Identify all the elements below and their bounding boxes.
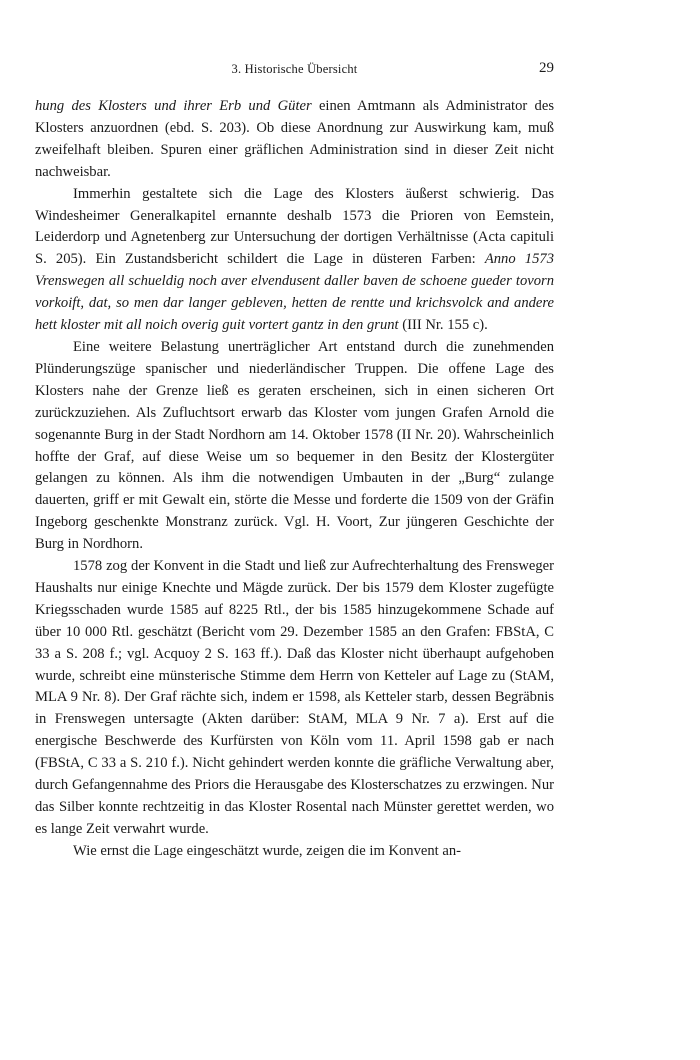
paragraph	[35, 337, 554, 556]
paragraph	[35, 96, 554, 184]
body-text	[35, 96, 554, 863]
running-header	[35, 60, 554, 86]
page-number: 29	[539, 60, 554, 76]
paragraph	[35, 184, 554, 337]
text-run: Wie ernst die Lage eingeschätzt wurde, zeigen die im Konvent an-	[73, 842, 462, 859]
italic-quote: hung des Klosters und ihrer Erb und Güter	[35, 98, 312, 114]
text-run: Eine weitere Belastung unerträglicher Art entstand durch die zunehmenden Plünderungszüge spanischer und niederländischer Truppen. Die offene Lage des Klosters nahe der Grenze ließ es geraten erscheinen, sich in einen sicheren Ort zurückzuziehen. Als Zufluchtsort erwarb das Kloster vom jungen Grafen Arnold die sogenannte Burg in der Stadt Nordhorn am 14. Oktober 1578 (II Nr. 20). Wahrscheinlich hoffte der Graf, auf diese Weise um so bequemer in den Besitz der Klostergüter gelangen zu können. Als ihm die notwendigen Umbauten in der „Burg“ zulange dauerten, griff er mit Gewalt ein, störte die Messe und forderte die 1509 von der Gräfin Ingeborg geschenkte Monstranz zurück. Vgl. H. Voort, Zur jüngeren Geschichte der Burg in Nordhorn.	[35, 338, 554, 553]
paragraph	[35, 841, 554, 863]
italic-quote: Anno 1573 Vrenswegen all schueldig noch aver elvendusent daller baven de schoene gueder tovorn vorkoift, dat, so men dar langer gebleven, hetten de rentte und krichsvolck and andere hett kloster mit all noich overig guit vortert gantz in den grunt	[35, 251, 554, 334]
book-page	[35, 60, 554, 863]
text-run: 1578 zog der Konvent in die Stadt und ließ zur Aufrechterhaltung des Frensweger Haushalts nur einige Knechte und Mägde zurück. Der bis 1579 dem Kloster zugefügte Kriegsschaden wurde 1585 auf 8225 Rtl., der bis 1585 hinzugekommene Schade auf über 10 000 Rtl. geschätzt (Bericht vom 29. Dezember 1585 an den Grafen: FBStA, C 33 a S. 208 f.; vgl. Acquoy 2 S. 163 ff.). Daß das Kloster nicht überhaupt aufgehoben wurde, schreibt eine münsterische Stimme dem Herrn von Ketteler auf Lage zu (StAM, MLA 9 Nr. 8). Der Graf rächte sich, indem er 1598, als Ketteler starb, dessen Begräbnis in Frenswegen untersagte (Akten darüber: StAM, MLA 9 Nr. 7 a). Erst auf die energische Beschwerde des Kurfürsten von Köln vom 11. April 1598 gab er nach (FBStA, C 33 a S. 210 f.). Nicht gehindert werden konnte die gräfliche Verwaltung aber, durch Gefangennahme des Priors die Herausgabe des Klosterschatzes zu erzwingen. Nur das Silber konnte rechtzeitig in das Kloster Rosental nach Münster gerettet werden, wo es lange Zeit verwahrt wurde.	[35, 558, 554, 837]
text-run: einen Amtmann als Administrator des Klosters anzuordnen (ebd. S. 203). Ob diese Anordnung zur Auswirkung kam, muß zweifelhaft bleiben. Spuren einer gräflichen Administration sind in dieser Zeit nicht nachweisbar.	[35, 98, 554, 180]
paragraph	[35, 556, 554, 841]
text-run: (III Nr. 155 c).	[398, 317, 488, 334]
running-title: 3. Historische Übersicht	[231, 62, 358, 76]
text-run: Immerhin gestaltete sich die Lage des Klosters äußerst schwierig. Das Windesheimer Generalkapitel ernannte deshalb 1573 die Prioren von Eemstein, Leiderdorp und Agnetenberg zur Untersuchung der dortigen Verhältnisse (Acta capituli S. 205). Ein Zustandsbericht schildert die Lage in düsteren Farben:	[35, 185, 554, 268]
